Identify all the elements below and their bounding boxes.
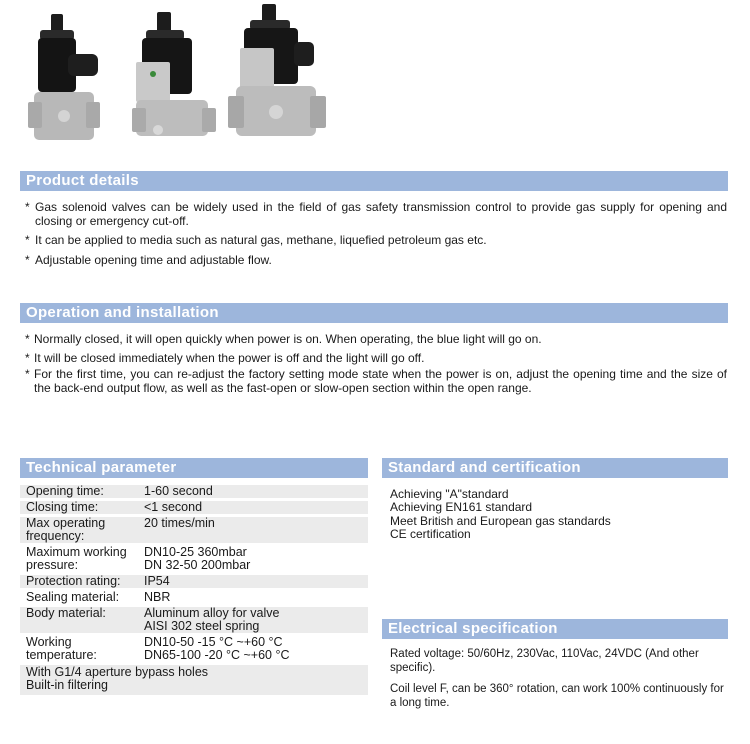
param-value-line: DN 32-50 200mbar: [144, 558, 251, 572]
electrical-heading: Electrical specification: [382, 619, 728, 639]
table-row: [20, 665, 368, 695]
param-footer-line: Built-in filtering: [26, 678, 108, 692]
standard-line-3: Meet British and European gas standards: [390, 514, 611, 528]
bullet: *: [25, 253, 30, 267]
product-detail-3: Adjustable opening time and adjustable flow.: [35, 253, 272, 267]
param-value: 20 times/min: [138, 517, 368, 543]
electrical-para-1: Rated voltage: 50/60Hz, 230Vac, 110Vac, 24VDC (And other specific).: [390, 648, 699, 674]
table-row: [20, 591, 368, 604]
bullet: *: [25, 367, 30, 381]
param-label: Working temperature:: [26, 635, 97, 662]
bullet: *: [25, 200, 30, 214]
param-value-line: DN65-100 -20 °C ~+60 °C: [144, 648, 290, 662]
standard-line-4: CE certification: [390, 527, 471, 541]
param-label: Body material:: [20, 607, 138, 633]
param-value-line: AISI 302 steel spring: [144, 619, 260, 633]
table-row: [20, 575, 368, 588]
param-value: 1-60 second: [138, 485, 368, 498]
param-value-line: DN10-25 360mbar: [144, 545, 247, 559]
table-row: [20, 607, 368, 633]
bullet: *: [25, 332, 30, 346]
electrical-para-2: Coil level F, can be 360° rotation, can work 100% continuously for a long time.: [390, 683, 724, 709]
gas-valve-medium-image: [132, 12, 222, 142]
param-label: Opening time:: [20, 485, 138, 498]
param-value: [138, 636, 368, 662]
param-value: <1 second: [138, 501, 368, 514]
standard-line-2: Achieving EN161 standard: [390, 500, 533, 514]
standard-line-1: Achieving "A"standard: [390, 487, 509, 501]
table-row: [20, 501, 368, 514]
table-row: [20, 485, 368, 498]
param-label: Protection rating:: [20, 575, 138, 588]
operation-item-1: Normally closed, it will open quickly when power is on. When operating, the blue light will go on.: [34, 332, 542, 346]
param-label: Max operating frequency:: [20, 517, 138, 543]
param-label: Maximum working pressure:: [26, 545, 127, 572]
param-value-line: DN10-50 -15 °C ~+60 °C: [144, 635, 283, 649]
technical-parameter-heading: Technical parameter: [20, 458, 368, 478]
table-row: [20, 636, 368, 662]
bullet: *: [25, 351, 30, 365]
param-value: IP54: [138, 575, 368, 588]
param-value: [138, 607, 368, 633]
product-detail-2: It can be applied to media such as natural gas, methane, liquefied petroleum gas etc.: [35, 233, 487, 247]
standard-heading: Standard and certification: [382, 458, 728, 478]
product-detail-1: Gas solenoid valves can be widely used in the field of gas safety transmission control to provide gas supply for opening and closing or emergency cut-off.: [35, 200, 727, 228]
operation-item-3: For the first time, you can re-adjust the factory setting mode state when the power is on, adjust the opening time and the size of the back-end output flow, as well as the fast-open or slow-open section within the open range.: [34, 367, 727, 395]
table-row: [20, 546, 368, 572]
param-value: [138, 546, 368, 572]
table-row: [20, 517, 368, 543]
operation-heading: Operation and installation: [20, 303, 728, 323]
param-footer-line: With G1/4 aperture bypass holes: [26, 665, 209, 679]
gas-valve-small-image: [28, 14, 108, 144]
param-value-line: Aluminum alloy for valve: [144, 606, 280, 620]
param-value: NBR: [144, 590, 171, 604]
bullet: *: [25, 233, 30, 247]
param-label: Closing time:: [20, 501, 138, 514]
product-details-heading: Product details: [20, 171, 728, 191]
param-label: Sealing material:: [26, 590, 120, 604]
gas-valve-large-image: [228, 4, 328, 144]
product-photos: [28, 4, 328, 154]
operation-item-2: It will be closed immediately when the power is off and the light will go off.: [34, 351, 425, 365]
technical-parameter-table: [20, 485, 368, 695]
